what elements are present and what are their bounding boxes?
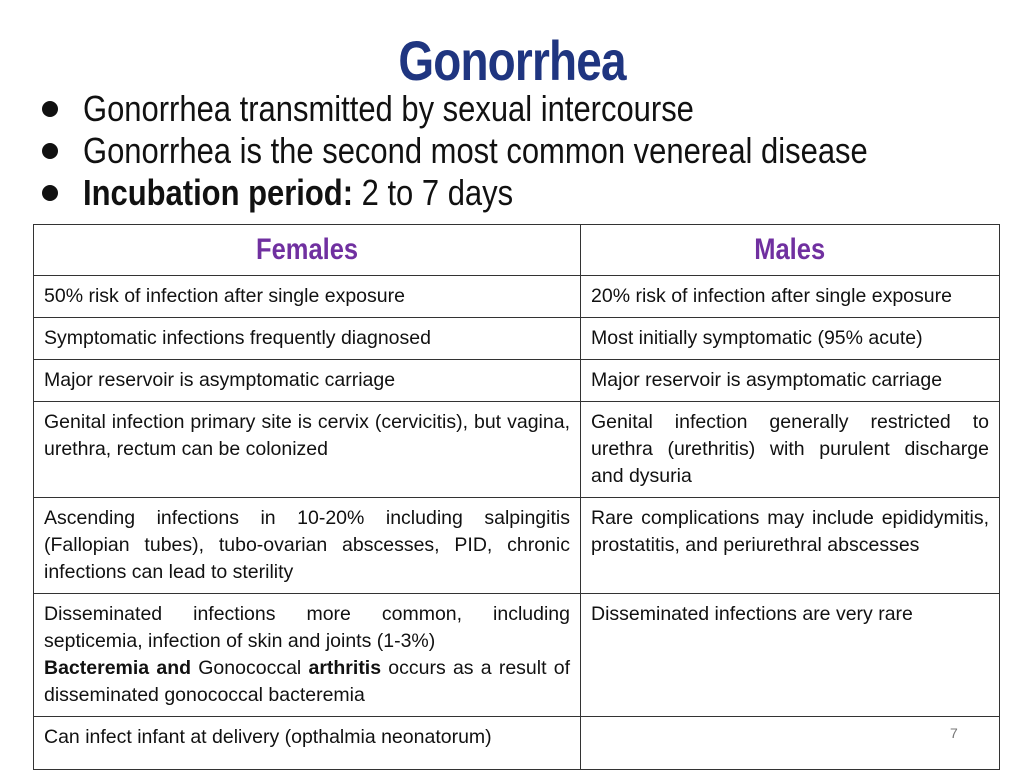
table-cell <box>34 594 581 717</box>
table-row <box>34 318 1000 360</box>
table-row <box>34 717 1000 770</box>
table-cell: Genital infection generally restricted to urethra (urethritis) with purulent discharge and dysuria <box>581 402 1000 498</box>
table-cell: Major reservoir is asymptomatic carriage <box>581 360 1000 402</box>
bullet-bold-label: Incubation period: <box>83 172 354 213</box>
table-cell: Genital infection primary site is cervix (cervicitis), but vagina, urethra, rectum can be colonized <box>34 402 581 498</box>
table-cell: Symptomatic infections frequently diagnosed <box>34 318 581 360</box>
bullet-item <box>42 130 1002 172</box>
table-cell: Rare complications may include epididymitis, prostatitis, and periurethral abscesses <box>581 498 1000 594</box>
bullet-text <box>83 172 513 214</box>
bullet-value: 2 to 7 days <box>353 172 514 213</box>
table-cell <box>581 717 1000 770</box>
table-header-row <box>34 225 1000 276</box>
bullet-dot-icon <box>42 101 58 117</box>
header-males: Males <box>581 225 1000 276</box>
bullet-item <box>42 172 1002 214</box>
table-row <box>34 402 1000 498</box>
bullet-item <box>42 88 1002 130</box>
page-number: 7 <box>950 725 958 741</box>
bullet-dot-icon <box>42 185 58 201</box>
slide-title: Gonorrhea <box>398 29 626 92</box>
comparison-table <box>33 224 1000 770</box>
cell-text-extra: Bacteremia and Gonococcal arthritis occurs as a result of disseminated gonococcal bacteremia <box>44 657 571 706</box>
header-females: Females <box>34 225 581 276</box>
table-row <box>34 360 1000 402</box>
bullet-list <box>42 88 1002 214</box>
table-cell: Most initially symptomatic (95% acute) <box>581 318 1000 360</box>
table-cell: 20% risk of infection after single exposure <box>581 276 1000 318</box>
table-row <box>34 276 1000 318</box>
table-cell: Disseminated infections are very rare <box>581 594 1000 717</box>
table-row <box>34 594 1000 717</box>
table-cell: Can infect infant at delivery (opthalmia neonatorum) <box>34 717 581 770</box>
table-cell: Ascending infections in 10-20% including salpingitis (Fallopian tubes), tubo-ovarian abscesses, PID, chronic infections can lead to sterility <box>34 498 581 594</box>
table-cell: 50% risk of infection after single exposure <box>34 276 581 318</box>
bullet-dot-icon <box>42 143 58 159</box>
bullet-text: Gonorrhea is the second most common venereal disease <box>83 130 868 171</box>
table-row <box>34 498 1000 594</box>
cell-text: Disseminated infections more common, including septicemia, infection of skin and joints (1-3%) <box>44 603 570 652</box>
table-cell: Major reservoir is asymptomatic carriage <box>34 360 581 402</box>
bullet-text: Gonorrhea transmitted by sexual intercourse <box>83 88 694 129</box>
